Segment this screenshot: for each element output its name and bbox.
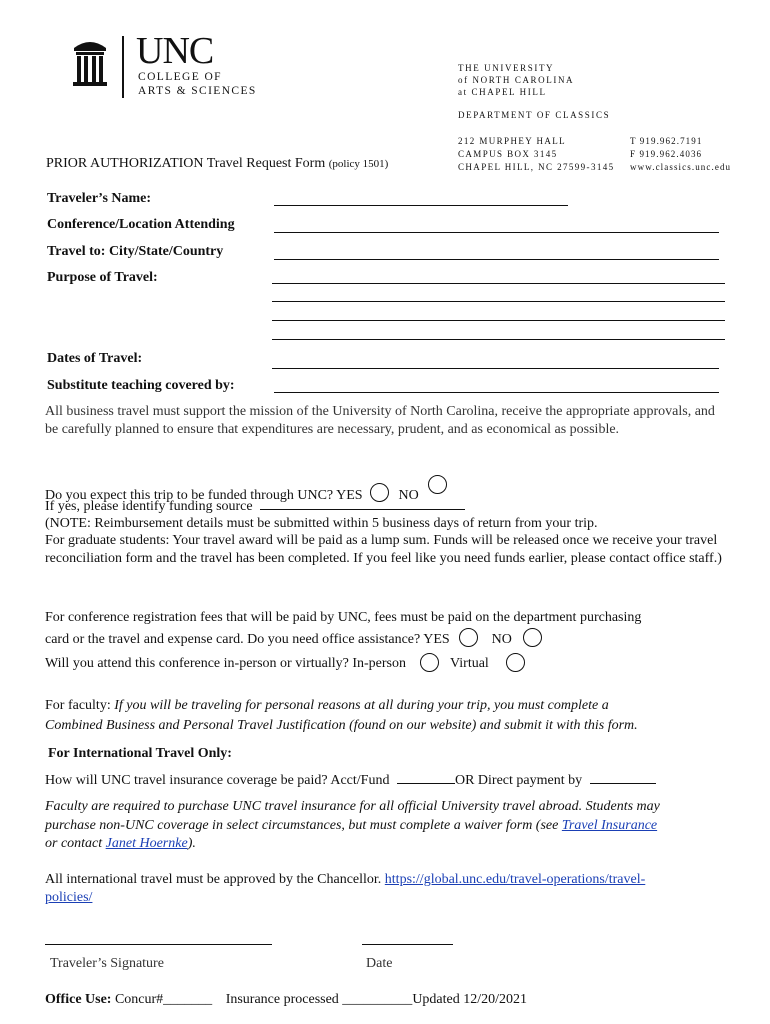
traveler-signature-label: Traveler’s Signature bbox=[50, 956, 164, 971]
policy-link-cont-row bbox=[45, 889, 92, 907]
travel-insurance-link[interactable]: Travel Insurance bbox=[561, 818, 658, 833]
funded-no-label: NO bbox=[398, 488, 419, 503]
traveler-signature-field[interactable] bbox=[45, 944, 272, 945]
purpose-label: Purpose of Travel: bbox=[47, 270, 158, 285]
address-line-1: 212 MURPHEY HALL bbox=[458, 136, 567, 146]
faculty-intl-text-3: or contact bbox=[45, 836, 103, 851]
policy-link[interactable]: https://global.unc.edu/travel-operations/travel- bbox=[384, 872, 646, 887]
department-contact bbox=[630, 135, 731, 174]
assistance-no-label: NO bbox=[491, 632, 512, 647]
office-use-label: Office Use: bbox=[45, 992, 112, 1007]
old-well-logo-icon bbox=[70, 36, 110, 88]
substitute-field[interactable] bbox=[274, 392, 719, 393]
direct-payment-label: OR Direct payment by bbox=[454, 773, 583, 788]
travel-to-label: Travel to: City/State/Country bbox=[47, 244, 224, 259]
university-line-2: of NORTH CAROLINA bbox=[458, 75, 575, 85]
address-line-2: CAMPUS BOX 3145 bbox=[458, 149, 558, 159]
department-address bbox=[458, 135, 615, 174]
in-person-radio[interactable] bbox=[420, 653, 439, 672]
travelers-name-label: Traveler’s Name: bbox=[47, 191, 152, 206]
funded-no-radio[interactable] bbox=[428, 475, 447, 494]
purpose-field-line-1[interactable] bbox=[272, 283, 725, 284]
assistance-no-radio[interactable] bbox=[523, 628, 542, 647]
faculty-intl-line-2 bbox=[45, 817, 745, 835]
office-use-row bbox=[45, 991, 745, 1009]
logo-sub-line-2: ARTS & SCIENCES bbox=[138, 85, 257, 97]
conference-field[interactable] bbox=[274, 232, 719, 233]
logo-title: UNC bbox=[136, 30, 214, 72]
faculty-text-1: If you will be traveling for personal reasons at all during your trip, you must complete a bbox=[114, 698, 609, 713]
policy-link-cont[interactable]: policies/ bbox=[45, 890, 93, 905]
mission-statement: All business travel must support the mission of the University of North Carolina, receive the appropriate approvals, and be carefully planned to ensure that expenditures are necessary, prudent, and as economical as possible. bbox=[45, 404, 715, 437]
chancellor-text: All international travel must be approved by the Chancellor. bbox=[45, 872, 382, 887]
concur-field: Concur#_______ bbox=[114, 992, 213, 1007]
university-line-1: THE UNIVERSITY bbox=[458, 63, 555, 73]
fax: F 919.962.4036 bbox=[630, 149, 703, 159]
purpose-field-line-3[interactable] bbox=[272, 320, 725, 321]
purpose-field-line-2[interactable] bbox=[272, 301, 725, 302]
assistance-yes-radio[interactable] bbox=[459, 628, 478, 647]
phone: T 919.962.7191 bbox=[630, 136, 703, 146]
website: www.classics.unc.edu bbox=[630, 162, 732, 172]
acct-fund-field[interactable] bbox=[397, 783, 455, 784]
logo-sub-line-1: COLLEGE OF bbox=[138, 71, 222, 83]
travel-to-field[interactable] bbox=[274, 259, 719, 260]
funding-source-row bbox=[45, 498, 745, 516]
chancellor-row bbox=[45, 871, 745, 889]
direct-payment-field[interactable] bbox=[590, 783, 656, 784]
faculty-intl-line-3 bbox=[45, 835, 745, 853]
conference-label: Conference/Location Attending bbox=[47, 217, 235, 232]
dates-label: Dates of Travel: bbox=[47, 351, 143, 366]
virtual-label: Virtual bbox=[450, 656, 489, 671]
virtual-radio[interactable] bbox=[506, 653, 525, 672]
faculty-note-line-2: Combined Business and Personal Travel Justification (found on our website) and submit it with this form. bbox=[45, 718, 638, 733]
funding-source-field[interactable] bbox=[260, 509, 465, 510]
reimbursement-note: (NOTE: Reimbursement details must be submitted within 5 business days of return from your trip. bbox=[45, 516, 598, 531]
insurance-question: How will UNC travel insurance coverage be paid? Acct/Fund bbox=[45, 773, 390, 788]
dates-field[interactable] bbox=[272, 368, 719, 369]
insurance-payment-row bbox=[45, 772, 745, 790]
university-name bbox=[458, 62, 574, 98]
university-line-3: at CHAPEL HILL bbox=[458, 87, 547, 97]
date-field[interactable] bbox=[362, 944, 453, 945]
updated-date: Updated 12/20/2021 bbox=[412, 992, 528, 1007]
travelers-name-field[interactable] bbox=[274, 205, 568, 206]
conference-fees-line-1: For conference registration fees that will be paid by UNC, fees must be paid on the department purchasing bbox=[45, 610, 642, 625]
conference-fees-line-2: card or the travel and expense card. Do you need office assistance? YES bbox=[45, 632, 450, 647]
date-label: Date bbox=[366, 956, 393, 971]
form-title bbox=[46, 156, 388, 172]
faculty-intl-end: ). bbox=[187, 836, 196, 851]
faculty-label: For faculty: bbox=[45, 698, 111, 713]
funding-source-label: If yes, please identify funding source bbox=[45, 499, 253, 514]
department-name: DEPARTMENT OF CLASSICS bbox=[458, 110, 611, 120]
attendance-row bbox=[45, 653, 745, 673]
graduate-note: For graduate students: Your travel award will be paid as a lump sum. Funds will be released once we receive your travel reconciliation form and the travel has been completed. If you feel like you need funds earlier, please contact office staff.) bbox=[45, 533, 722, 566]
address-line-3: CHAPEL HILL, NC 27599-3145 bbox=[458, 162, 615, 172]
logo-divider bbox=[122, 36, 124, 98]
purpose-field-line-4[interactable] bbox=[272, 339, 725, 340]
logo-subtitle bbox=[138, 70, 257, 98]
funding-question: Do you expect this trip to be funded through UNC? YES bbox=[45, 488, 363, 503]
contact-link[interactable]: Janet Hoernke bbox=[105, 836, 188, 851]
insurance-processed-field: Insurance processed __________ bbox=[225, 992, 413, 1007]
faculty-note-line-1 bbox=[45, 697, 745, 715]
conference-fees-row bbox=[45, 628, 745, 649]
faculty-intl-line-1: Faculty are required to purchase UNC travel insurance for all official University travel abroad. Students may bbox=[45, 799, 660, 814]
substitute-label: Substitute teaching covered by: bbox=[47, 378, 235, 393]
faculty-intl-text-2: purchase non-UNC coverage in select circumstances, but must complete a waiver form (see bbox=[45, 818, 559, 833]
form-title-text: PRIOR AUTHORIZATION Travel Request Form bbox=[46, 156, 326, 171]
international-heading: For International Travel Only: bbox=[48, 746, 232, 761]
form-policy: (policy 1501) bbox=[328, 158, 389, 170]
attendance-question: Will you attend this conference in-person or virtually? In-person bbox=[45, 656, 406, 671]
